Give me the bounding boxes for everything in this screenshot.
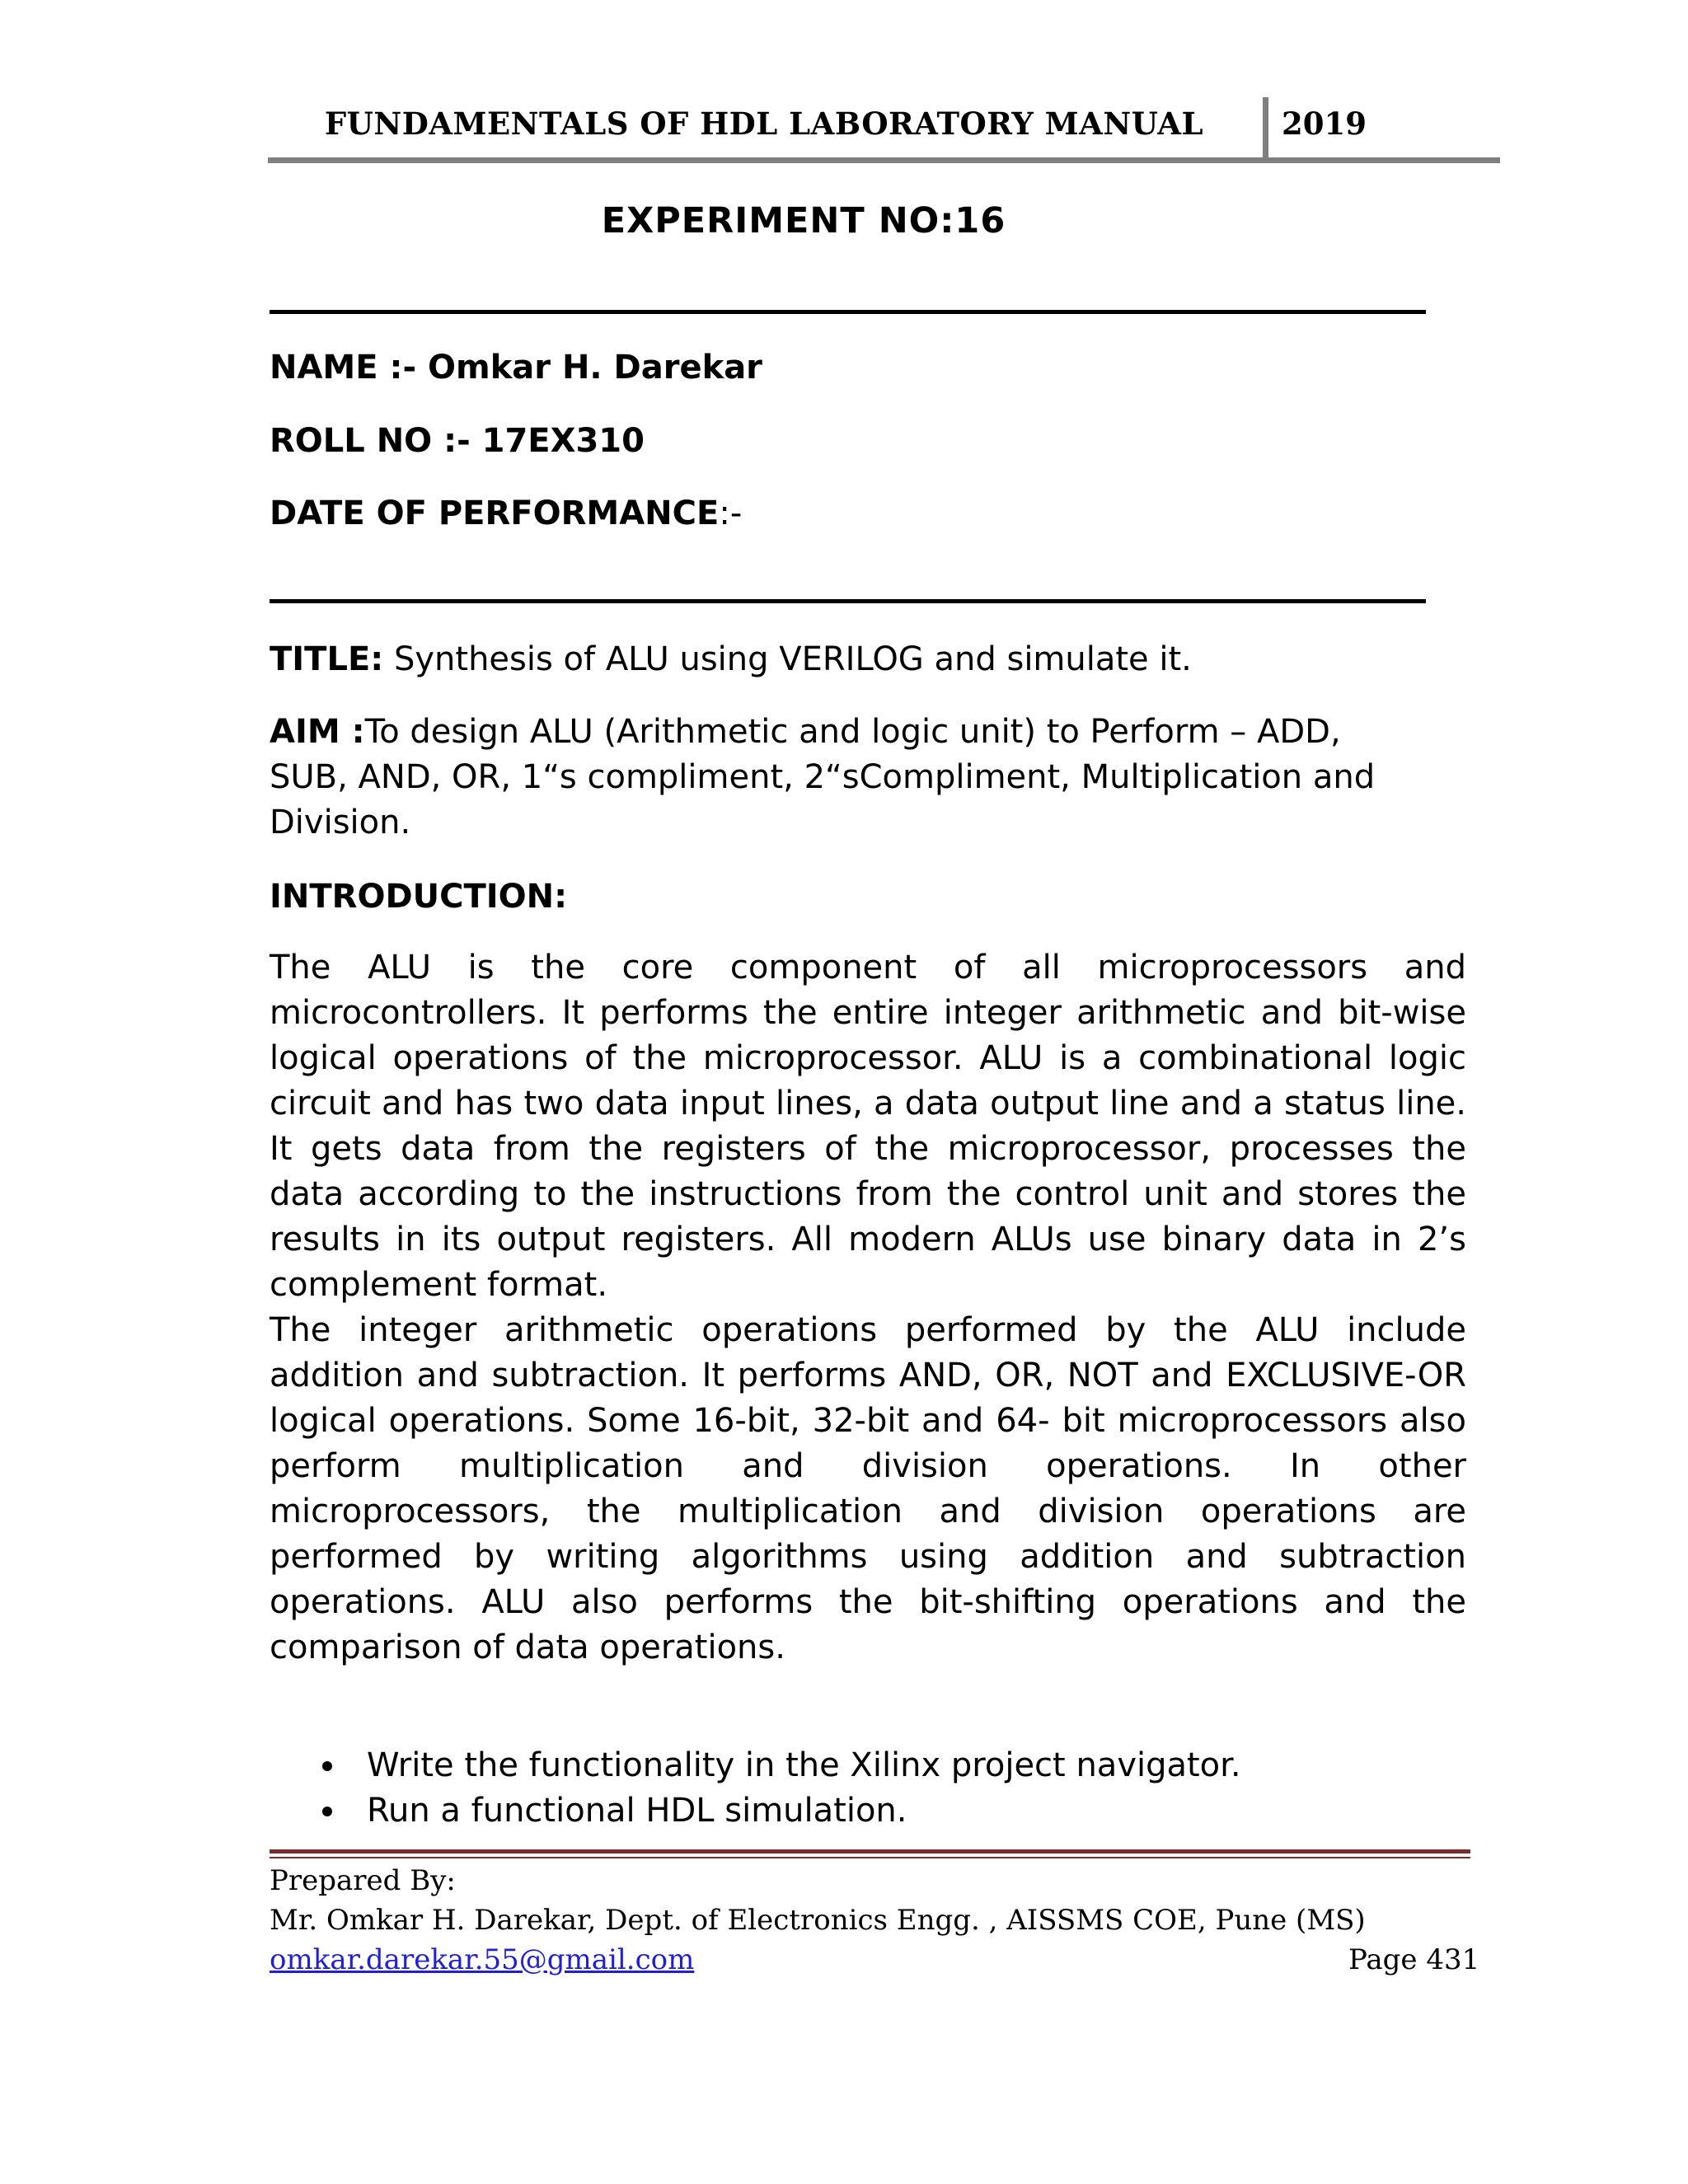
header-rule [268, 157, 1500, 163]
experiment-heading: EXPERIMENT NO:16 [601, 200, 1006, 241]
introduction-heading: INTRODUCTION: [270, 878, 568, 916]
page-number: Page 431 [1348, 1943, 1480, 1976]
name-field: NAME :- Omkar H. Darekar [270, 349, 762, 387]
footer-rule-thin [270, 1857, 1470, 1858]
date-label: DATE OF PERFORMANCE [270, 494, 720, 532]
divider-top [270, 310, 1426, 314]
email-link[interactable]: omkar.darekar.55@gmail.com [270, 1943, 695, 1976]
title-text: Synthesis of ALU using VERILOG and simulate it. [383, 640, 1192, 678]
prepared-by: Prepared By: [270, 1864, 456, 1897]
bullet-icon [322, 1761, 332, 1771]
manual-year: 2019 [1282, 105, 1367, 142]
introduction-paragraph-1: The ALU is the core component of all microprocessors and microcontrollers. It performs the entire integer arithmetic and bit-wise logical operations of the microprocessor. ALU is a combinational logic circuit and has two data input lines, a data output line and a status line. It gets data from the registers of the microprocessor, processes the data according to the instructions from the control unit and stores the results in its output registers. All modern ALUs use binary data in 2’s complement format. [270, 949, 1466, 1304]
title-line [270, 637, 1466, 682]
date-value: :- [719, 494, 743, 532]
aim-label: AIM : [270, 713, 365, 751]
list-item: Run a functional HDL simulation. [270, 1788, 1466, 1834]
bullet-icon [322, 1807, 332, 1816]
divider-bottom [270, 599, 1426, 603]
aim-paragraph [270, 710, 1423, 846]
date-field [270, 494, 742, 532]
introduction-body [270, 945, 1466, 1671]
aim-text: To design ALU (Arithmetic and logic unit) to Perform – ADD, SUB, AND, OR, 1“s compliment, 2“sCompliment, Multiplication and Division. [270, 713, 1376, 841]
roll-field: ROLL NO :- 17EX310 [270, 422, 645, 460]
footer-rule [270, 1849, 1470, 1854]
author-line: Mr. Omkar H. Darekar, Dept. of Electronics Engg. , AISSMS COE, Pune (MS) [270, 1904, 1366, 1937]
list-item: Write the functionality in the Xilinx project navigator. [270, 1743, 1466, 1788]
page-header [268, 97, 1500, 165]
title-label: TITLE: [270, 640, 384, 678]
introduction-paragraph-2: The integer arithmetic operations performed by the ALU include addition and subtraction. It performs AND, OR, NOT and EXCLUSIVE-OR logical operations. Some 16-bit, 32-bit and 64- bit microprocessors also perform multiplication and division operations. In other microprocessors, the multiplication and division operations are performed by writing algorithms using addition and subtraction operations. ALU also performs the bit-shifting operations and the comparison of data operations. [270, 1311, 1466, 1666]
manual-title: FUNDAMENTALS OF HDL LABORATORY MANUAL [324, 105, 1203, 142]
header-separator [1263, 97, 1268, 158]
steps-list [270, 1743, 1466, 1834]
